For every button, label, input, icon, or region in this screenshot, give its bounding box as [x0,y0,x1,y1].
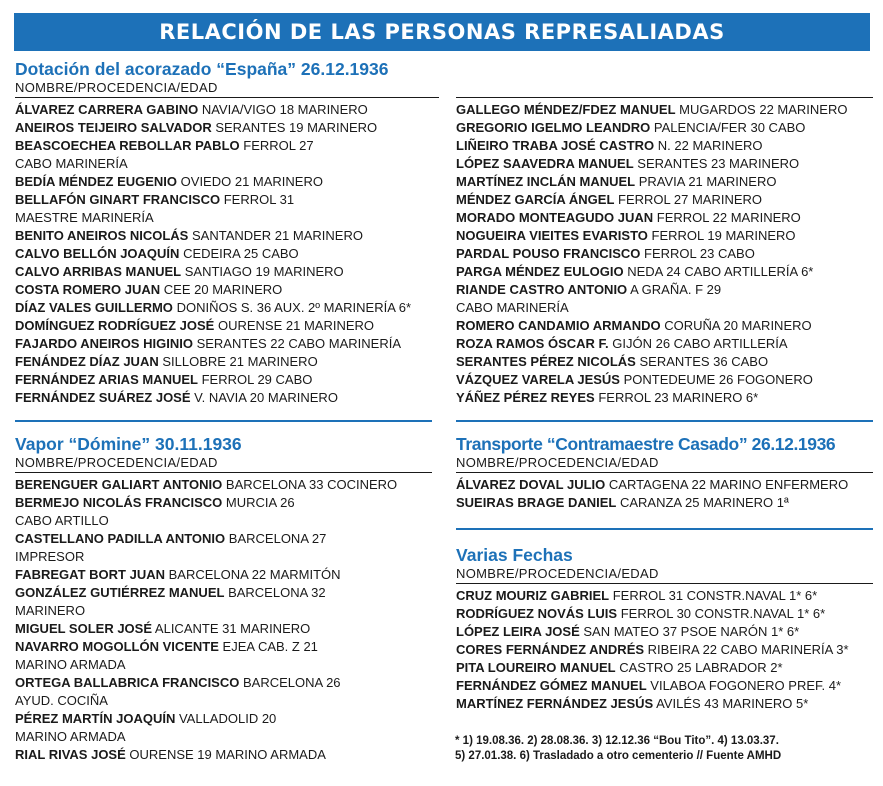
person-entry [15,638,432,674]
person-details-continued: CABO MARINERÍA [15,156,128,171]
person-name: MARTÍNEZ FERNÁNDEZ JESÚS [456,696,654,711]
person-entry [15,263,439,281]
person-details: MUGARDOS 22 MARINERO [679,102,848,117]
person-name: MIGUEL SOLER JOSÉ [15,621,153,636]
person-details: CEDEIRA 25 CABO [183,246,299,261]
section-title: Dotación del acorazado “España” 26.12.1936 [15,59,389,79]
person-entry [456,317,873,335]
person-entry [15,620,432,638]
person-entry [456,137,873,155]
person-entry [456,119,873,137]
person-entry [456,494,873,512]
person-details: MURCIA 26 [225,495,295,510]
section-varias [456,544,873,713]
person-details: SERANTES 19 MARINERO [215,120,378,135]
person-details: SILLOBRE 21 MARINERO [162,354,318,369]
person-details: A GRAÑA. F 29 [630,282,722,297]
person-details: DONIÑOS S. 36 AUX. 2º MARINERÍA 6* [176,300,412,315]
person-entry [456,476,873,494]
person-name: LÓPEZ LEIRA JOSÉ [456,624,580,639]
person-name: SUEIRAS BRAGE DANIEL [456,495,617,510]
person-details: SERANTES 23 MARINERO [637,156,800,171]
person-name: FERNÁNDEZ SUÁREZ JOSÉ [15,390,191,405]
person-name: BERENGUER GALIART ANTONIO [15,477,223,492]
person-entry [456,281,873,317]
person-name: GREGORIO IGELMO LEANDRO [456,120,651,135]
person-details: NEDA 24 CABO ARTILLERÍA 6* [627,264,814,279]
person-entry [15,137,439,173]
person-details: PONTEDEUME 26 FOGONERO [623,372,813,387]
person-details: PALENCIA/FER 30 CABO [653,120,806,135]
column-header: NOMBRE/PROCEDENCIA/EDAD [15,80,439,98]
person-details: BARCELONA 22 MARMITÓN [168,567,341,582]
person-entry [456,263,873,281]
person-details-continued: AYUD. COCIÑA [15,693,108,708]
person-name: DOMÍNGUEZ RODRÍGUEZ JOSÉ [15,318,215,333]
person-list [456,587,873,713]
person-name: BELLAFÓN GINART FRANCISCO [15,192,221,207]
person-entry [456,587,873,605]
person-details: N. 22 MARINERO [657,138,763,153]
person-name: BEDÍA MÉNDEZ EUGENIO [15,174,178,189]
person-entry [456,353,873,371]
person-entry [15,476,432,494]
person-details: OURENSE 21 MARINERO [217,318,375,333]
person-list [15,101,439,407]
person-name: PITA LOUREIRO MANUEL [456,660,616,675]
person-entry [15,299,439,317]
person-entry [15,566,432,584]
person-entry [15,335,439,353]
person-details-continued: CABO ARTILLO [15,513,109,528]
person-entry [456,209,873,227]
person-name: CRUZ MOURIZ GABRIEL [456,588,610,603]
person-name: GONZÁLEZ GUTIÉRREZ MANUEL [15,585,225,600]
person-name: BENITO ANEIROS NICOLÁS [15,228,189,243]
person-name: MARTÍNEZ INCLÁN MANUEL [456,174,636,189]
person-entry [15,173,439,191]
person-entry [15,317,439,335]
person-entry [15,371,439,389]
person-entry [15,746,432,764]
person-name: MORADO MONTEAGUDO JUAN [456,210,654,225]
person-details: VILABOA FOGONERO PREF. 4* [650,678,842,693]
section-casado [456,433,873,512]
person-details: FERROL 19 MARINERO [651,228,796,243]
person-name: MÉNDEZ GARCÍA ÁNGEL [456,192,615,207]
person-details: FERROL 29 CABO [201,372,313,387]
person-name: CALVO BELLÓN JOAQUÍN [15,246,180,261]
person-entry [15,674,432,710]
person-entry [456,659,873,677]
person-details: SERANTES 22 CABO MARINERÍA [196,336,402,351]
person-name: CASTELLANO PADILLA ANTONIO [15,531,226,546]
person-entry [456,371,873,389]
person-entry [456,695,873,713]
person-entry [15,191,439,227]
person-name: NOGUEIRA VIEITES EVARISTO [456,228,648,243]
column-header: NOMBRE/PROCEDENCIA/EDAD [456,455,873,473]
person-list [15,476,432,764]
person-name: ROMERO CANDAMIO ARMANDO [456,318,661,333]
person-details: OURENSE 19 MARINO ARMADA [129,747,326,762]
person-details: BARCELONA 33 COCINERO [225,477,398,492]
person-name: DÍAZ VALES GUILLERMO [15,300,173,315]
person-name: PARGA MÉNDEZ EULOGIO [456,264,624,279]
person-name: FENÁNDEZ DÍAZ JUAN [15,354,159,369]
person-details: AVILÉS 43 MARINERO 5* [656,696,809,711]
person-details-continued: CABO MARINERÍA [456,300,569,315]
column-header-right [456,80,873,98]
person-entry [456,227,873,245]
person-name: FAJARDO ANEIROS HIGINIO [15,336,193,351]
person-entry [15,584,432,620]
person-details: BARCELONA 32 [228,585,326,600]
person-entry [15,119,439,137]
person-name: SERANTES PÉREZ NICOLÁS [456,354,636,369]
person-details: FERROL 27 MARINERO [618,192,763,207]
person-details-continued: MARINERO [15,603,86,618]
person-details: FERROL 31 [223,192,295,207]
person-name: FABREGAT BORT JUAN [15,567,165,582]
person-details: GIJÓN 26 CABO ARTILLERÍA [612,336,788,351]
person-details: CARANZA 25 MARINERO 1ª [619,495,789,510]
person-name: PÉREZ MARTÍN JOAQUÍN [15,711,176,726]
person-name: RIAL RIVAS JOSÉ [15,747,126,762]
person-details: OVIEDO 21 MARINERO [180,174,323,189]
person-name: CORES FERNÁNDEZ ANDRÉS [456,642,645,657]
footnote [455,734,875,764]
person-details: SANTANDER 21 MARINERO [191,228,363,243]
person-name: GALLEGO MÉNDEZ/FDEZ MANUEL [456,102,676,117]
section-domine [15,433,432,764]
person-entry [456,245,873,263]
person-details: CEE 20 MARINERO [163,282,283,297]
page-banner: RELACIÓN DE LAS PERSONAS REPRESALIADAS [14,13,870,51]
person-entry [456,641,873,659]
person-details: ALICANTE 31 MARINERO [154,621,311,636]
person-entry [456,623,873,641]
person-entry [456,677,873,695]
person-entry [15,281,439,299]
person-details: EJEA CAB. Z 21 [222,639,318,654]
column-header: NOMBRE/PROCEDENCIA/EDAD [15,455,432,473]
person-entry [15,389,439,407]
person-details: NAVIA/VIGO 18 MARINERO [201,102,368,117]
person-name: ÁLVAREZ DOVAL JULIO [456,477,606,492]
person-details: CARTAGENA 22 MARINO ENFERMERO [608,477,849,492]
person-name: CALVO ARRIBAS MANUEL [15,264,182,279]
person-name: YÁÑEZ PÉREZ REYES [456,390,595,405]
person-name: ROZA RAMOS ÓSCAR F. [456,336,609,351]
person-details: FERROL 23 MARINERO 6* [598,390,759,405]
person-entry [456,191,873,209]
person-name: ORTEGA BALLABRICA FRANCISCO [15,675,240,690]
person-details: SAN MATEO 37 PSOE NARÓN 1* 6* [583,624,800,639]
person-details: FERROL 31 CONSTR.NAVAL 1* 6* [612,588,818,603]
person-details-continued: MAESTRE MARINERÍA [15,210,154,225]
person-details: V. NAVIA 20 MARINERO [194,390,338,405]
section-title: Vapor “Dómine” 30.11.1936 [15,434,242,454]
person-name: BERMEJO NICOLÁS FRANCISCO [15,495,223,510]
person-details-continued: IMPRESOR [15,549,85,564]
person-details: CASTRO 25 LABRADOR 2* [619,660,783,675]
espana-right-column [456,80,873,407]
person-name: FERNÁNDEZ ARIAS MANUEL [15,372,198,387]
person-entry [456,155,873,173]
person-list [456,101,873,407]
person-name: ANEIROS TEIJEIRO SALVADOR [15,120,212,135]
footnote-line: 5) 27.01.38. 6) Trasladado a otro cementerio // Fuente AMHD [455,750,782,762]
person-entry [456,335,873,353]
footnote-line: * 1) 19.08.36. 2) 28.08.36. 3) 12.12.36 “Bou Tito”. 4) 13.03.37. [455,735,779,747]
person-details: SERANTES 36 CABO [639,354,769,369]
person-entry [456,389,873,407]
person-details: BARCELONA 26 [242,675,341,690]
person-entry [15,494,432,530]
espana-left-column [15,80,439,407]
person-details: SANTIAGO 19 MARINERO [184,264,344,279]
person-entry [15,101,439,119]
person-details: FERROL 30 CONSTR.NAVAL 1* 6* [620,606,826,621]
divider [456,528,873,530]
person-details: FERROL 23 CABO [644,246,755,261]
person-details: RIBEIRA 22 CABO MARINERÍA 3* [647,642,849,657]
person-name: LIÑEIRO TRABA JOSÉ CASTRO [456,138,655,153]
person-details-continued: MARINO ARMADA [15,729,126,744]
section-title: Varias Fechas [456,545,573,565]
person-entry [456,605,873,623]
person-entry [15,227,439,245]
person-entry [15,353,439,371]
person-name: LÓPEZ SAAVEDRA MANUEL [456,156,634,171]
person-name: FERNÁNDEZ GÓMEZ MANUEL [456,678,647,693]
divider [15,420,432,422]
person-details: PRAVIA 21 MARINERO [638,174,777,189]
section-espana [15,58,873,80]
person-entry [15,530,432,566]
person-name: BEASCOECHEA REBOLLAR PABLO [15,138,240,153]
person-name: VÁZQUEZ VARELA JESÚS [456,372,620,387]
person-details-continued: MARINO ARMADA [15,657,126,672]
person-entry [15,245,439,263]
section-title: Transporte “Contramaestre Casado” 26.12.1936 [456,434,836,454]
column-header: NOMBRE/PROCEDENCIA/EDAD [456,566,873,584]
person-details: CORUÑA 20 MARINERO [664,318,812,333]
person-details: FERROL 22 MARINERO [656,210,801,225]
person-entry [456,101,873,119]
person-name: NAVARRO MOGOLLÓN VICENTE [15,639,219,654]
person-name: RIANDE CASTRO ANTONIO [456,282,628,297]
person-name: RODRÍGUEZ NOVÁS LUIS [456,606,618,621]
person-name: PARDAL POUSO FRANCISCO [456,246,641,261]
person-details: BARCELONA 27 [228,531,327,546]
person-entry [456,173,873,191]
person-details: FERROL 27 [243,138,314,153]
person-name: ÁLVAREZ CARRERA GABINO [15,102,199,117]
person-list [456,476,873,512]
person-details: VALLADOLID 20 [178,711,277,726]
divider [456,420,873,422]
person-entry [15,710,432,746]
person-name: COSTA ROMERO JUAN [15,282,161,297]
